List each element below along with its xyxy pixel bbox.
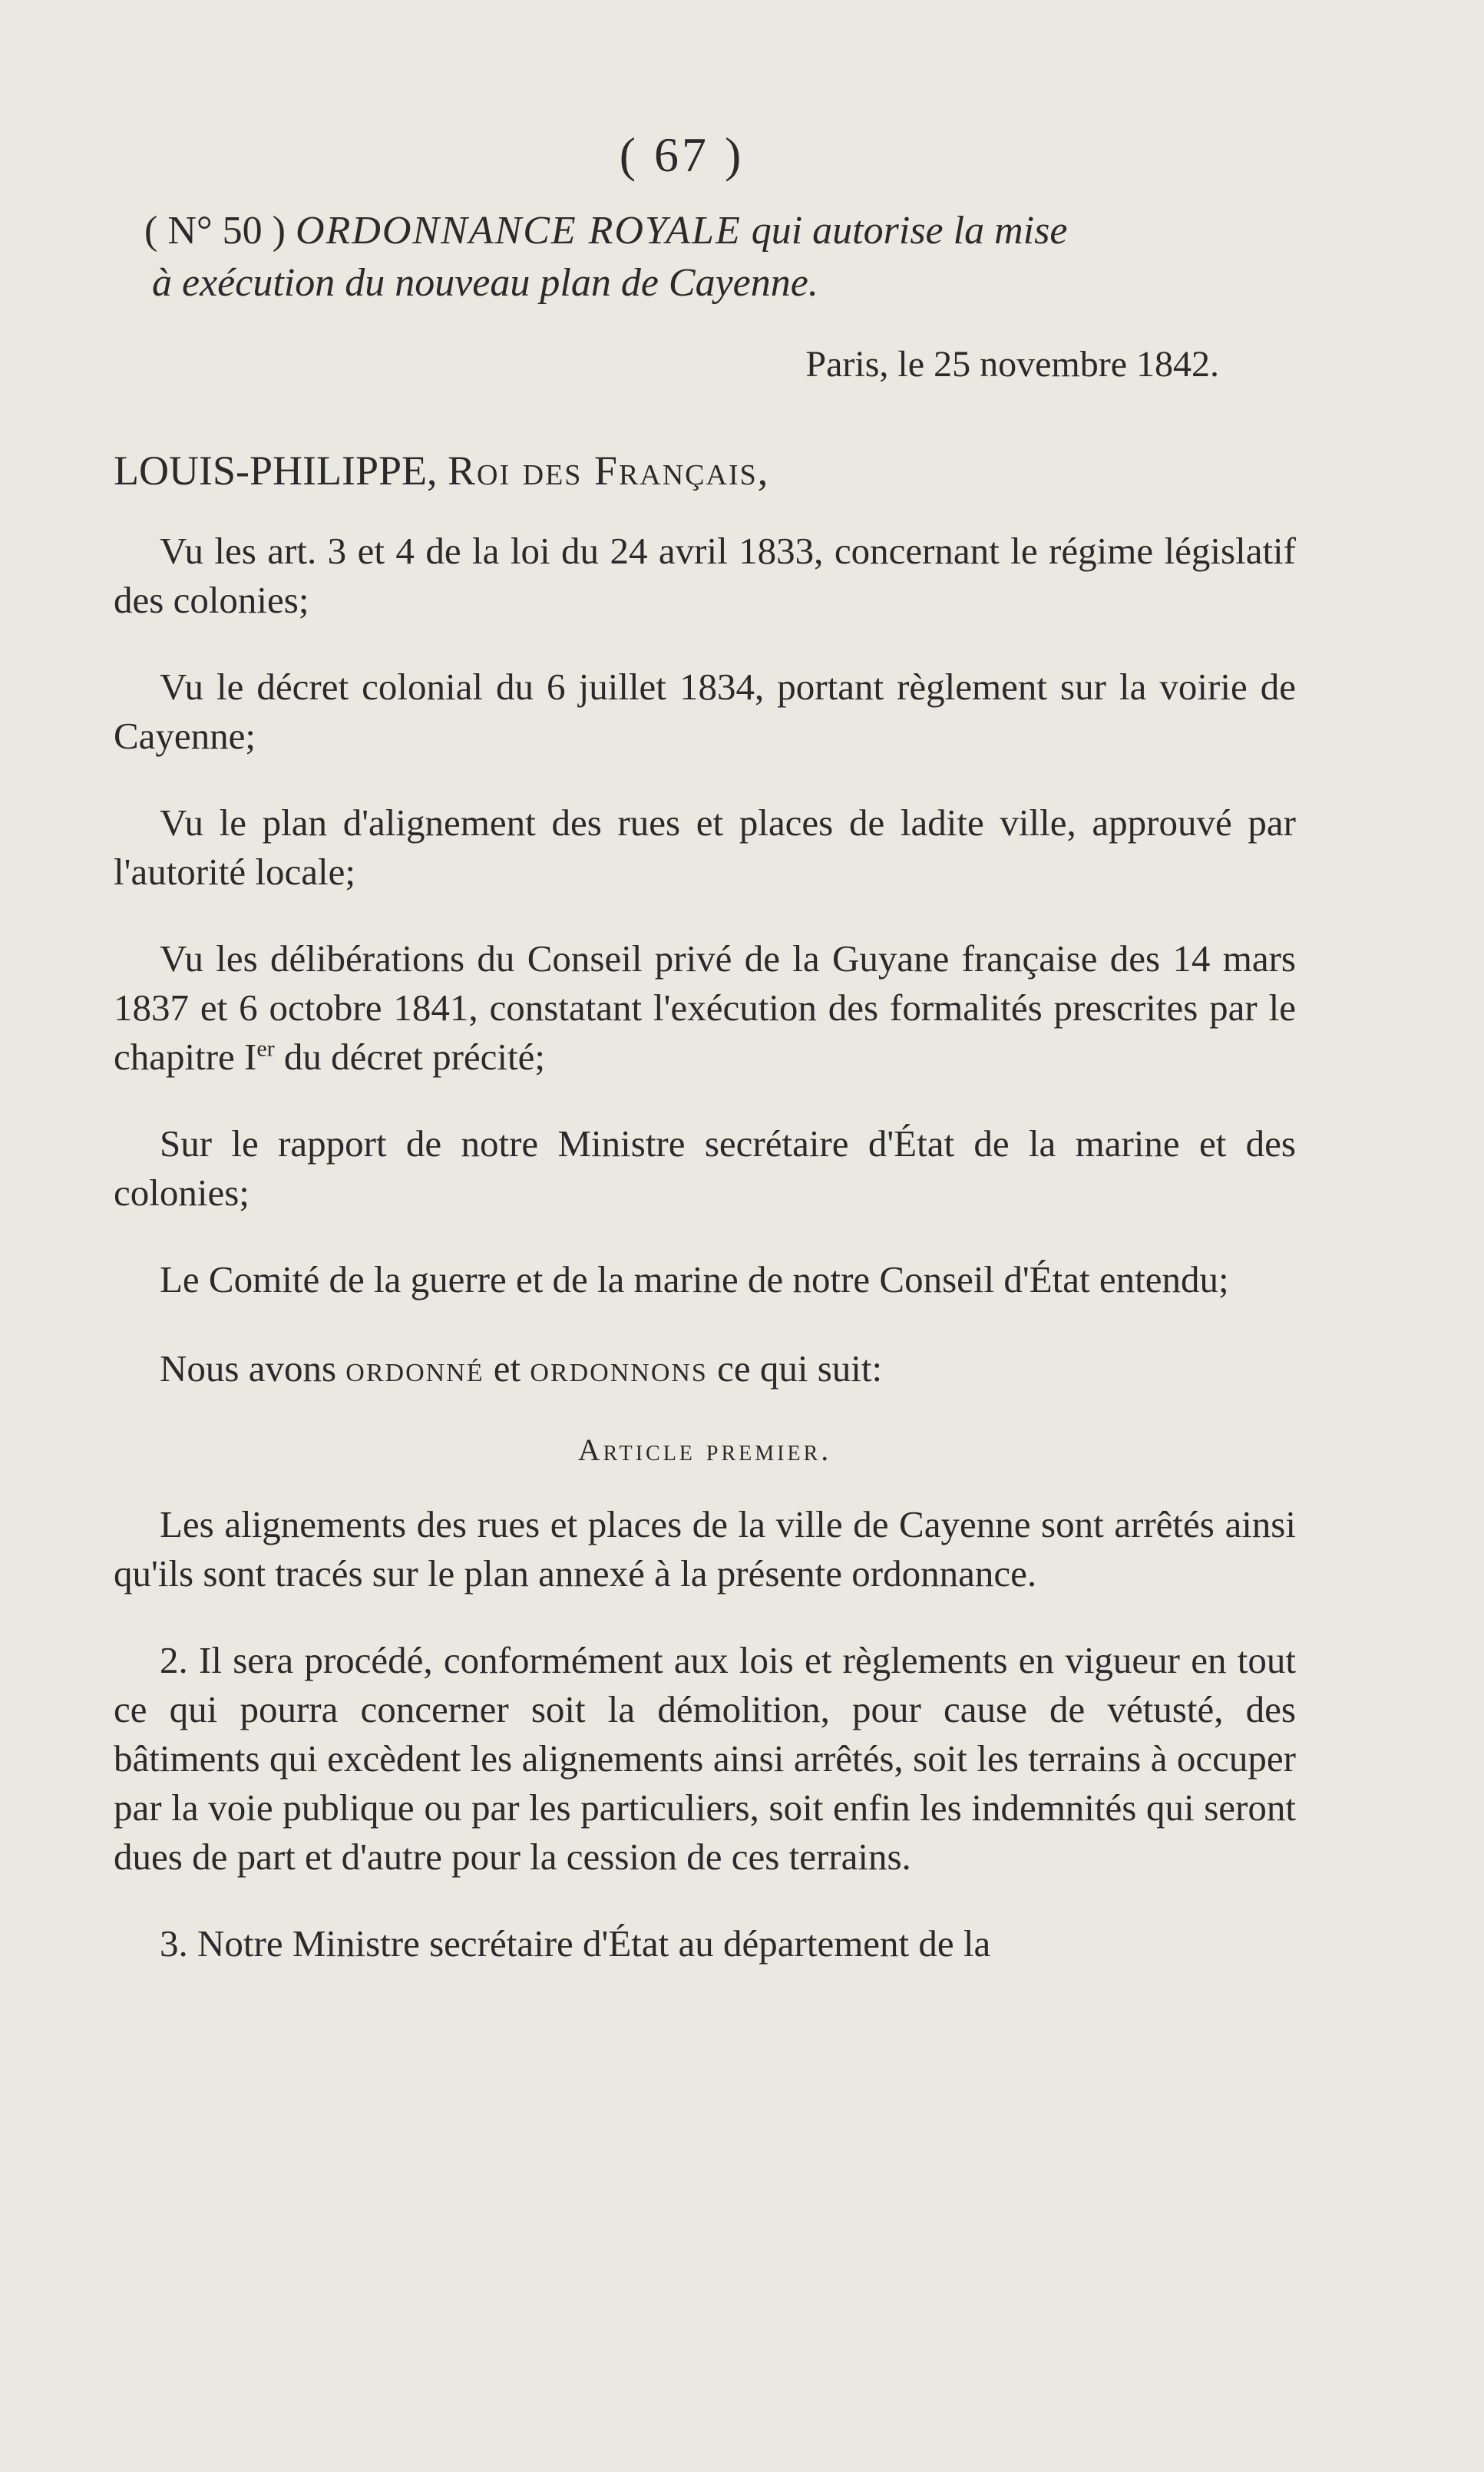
ordinance-number: ( N° 50 ): [144, 209, 286, 253]
recital-6: Le Comité de la guerre et de la marine de notre Conseil d'État entendu;: [160, 1258, 1229, 1300]
king-title: Roi des Français,: [448, 448, 770, 494]
place-date: Paris, le 25 novembre 1842.: [805, 344, 1219, 385]
recital-4-text: Vu les délibérations du Conseil privé de la Guyane française des 14 mars 1837 et 6 octobre 1841, constatant l'exécution des formalités prescrites par le chapitre I: [114, 937, 1296, 1078]
ordinance-heading: [114, 205, 1296, 309]
recital-4: [114, 934, 1296, 1082]
ordinance-subtitle-2: à exécution du nouveau plan de Cayenne.: [152, 261, 818, 305]
ordinance-subtitle-1: qui autorise la mise: [751, 209, 1068, 253]
page-number: ( 67 ): [619, 127, 745, 182]
article-3: 3. Notre Ministre secrétaire d'État au département de la: [160, 1922, 991, 1965]
enacting-end: ce qui suit:: [707, 1347, 883, 1390]
recital-3: Vu le plan d'alignement des rues et places de ladite ville, approuvé par l'autorité locale;: [114, 801, 1296, 893]
article-2: 2. Il sera procédé, conformément aux lois et règlements en vigueur en tout ce qui pourra concerner soit la démolition, pour cause de vétusté, des bâtiments qui excèdent les alignements ainsi arrêtés, soit les terrains à occuper par la voie publique ou par les particuliers, soit enfin les indemnités qui seront dues de part et d'autre pour la cession de ces terrains.: [114, 1639, 1296, 1878]
article-heading: Article premier.: [577, 1433, 832, 1467]
enacting-clause: [114, 1344, 1296, 1393]
ordinance-title: ORDONNANCE ROYALE: [295, 209, 742, 253]
enacting-word-ordonnons: ordonnons: [530, 1347, 708, 1390]
recital-4-end: du décret précité;: [274, 1036, 546, 1078]
enacting-word-ordonne: ordonné: [345, 1347, 484, 1390]
enacting-and: et: [484, 1347, 530, 1390]
king-name: LOUIS-PHILIPPE,: [114, 448, 438, 494]
recital-1: Vu les art. 3 et 4 de la loi du 24 avril 1833, concernant le régime législatif des colonies;: [114, 530, 1296, 621]
recital-2: Vu le décret colonial du 6 juillet 1834, portant règlement sur la voirie de Cayenne;: [114, 666, 1296, 757]
recital-5: Sur le rapport de notre Ministre secrétaire d'État de la marine et des colonies;: [114, 1122, 1296, 1214]
article-1: Les alignements des rues et places de la ville de Cayenne sont arrêtés ainsi qu'ils sont tracés sur le plan annexé à la présente ordonnance.: [114, 1503, 1296, 1595]
king-line: [114, 447, 1296, 494]
enacting-text: Nous avons: [160, 1347, 346, 1390]
document-page: [114, 127, 1296, 2006]
recital-4-superscript: er: [256, 1036, 275, 1062]
